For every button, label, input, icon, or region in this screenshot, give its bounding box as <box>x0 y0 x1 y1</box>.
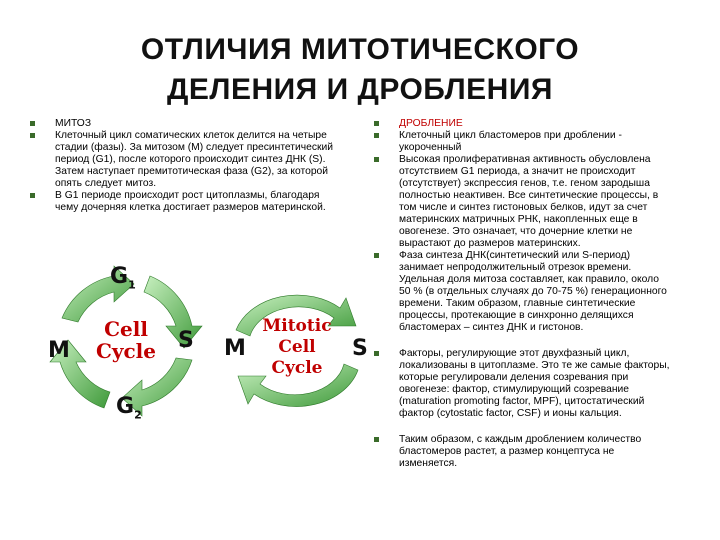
list-item <box>372 154 672 250</box>
cleavage-paragraph: Фаза синтеза ДНК(синтетический или S-период) занимает непродолжительный отрезок времени. Удельная доля митоза составляет, как правило, около 50 % (в отдельных случаях до 70-75 %) генерационного времени. Таким образом, главные синтетические процессы, протекающие в синхронно делящихся бластомерах – синтез ДНК и гистонов. <box>399 250 667 333</box>
cleavage-paragraph: Клеточный цикл бластомеров при дроблении - укороченный <box>399 130 622 153</box>
bullet-icon <box>374 133 379 138</box>
bullet-icon <box>30 121 35 126</box>
list-item <box>372 434 672 470</box>
bullet-icon <box>374 121 379 126</box>
diagram2-center-line3: Cycle <box>271 358 323 378</box>
cell-cycle-diagram <box>42 258 212 428</box>
title-line-2: ДЕЛЕНИЯ И ДРОБЛЕНИЯ <box>167 73 553 106</box>
list-item <box>372 118 672 130</box>
cleavage-paragraph: Факторы, регулирующие этот двухфазный цикл, локализованы в цитоплазме. Это те же самые факторы, которые регулировали деления созревания при овогенезе: фактор, стимулирующий созревание (maturation promoting factor, MPF), цитостатический фактор (cytostatic factor, CSF) и ионы кальция. <box>399 348 670 419</box>
mitosis-column <box>28 118 338 214</box>
title-line-1: ОТЛИЧИЯ МИТОТИЧЕСКОГО <box>140 33 580 66</box>
cleavage-paragraph: Высокая пролиферативная активность обусловлена отсутствием G1 периода, а значит не происходит (отсутствует) экспрессия генов, т.е. геном зародыша полностью неактивен. Все синтетические процессы, в том числе и синтез гистоновых белков, идут за счет материнских матричных РНК, накопленных еще в овогенезе. Это означает, что дочерние клетки не вырастают до размеров материнских. <box>399 154 659 249</box>
diagram1-center-line2: Cycle <box>95 339 157 363</box>
mitosis-heading: МИТОЗ <box>55 118 92 129</box>
mitotic-cycle-diagram <box>222 290 372 410</box>
bullet-icon <box>374 253 379 258</box>
diagram1-center <box>86 318 166 362</box>
label-g2: $G_2$ <box>116 394 142 422</box>
label-m: M <box>48 338 70 363</box>
label-s-2: S <box>352 336 368 361</box>
list-item <box>372 348 672 420</box>
label-m-2: M <box>224 336 246 361</box>
list-item <box>372 130 672 154</box>
cleavage-column <box>372 118 672 470</box>
bullet-icon <box>374 437 379 442</box>
list-item <box>372 250 672 334</box>
label-s: S <box>178 328 194 353</box>
bullet-icon <box>30 193 35 198</box>
label-g1: $G_1$ <box>110 264 136 292</box>
diagram1-center-line1: Cell <box>104 317 148 341</box>
diagram2-center-line1: Mitotic <box>262 316 332 336</box>
list-item <box>28 130 338 190</box>
list-item <box>28 190 338 214</box>
bullet-icon <box>30 133 35 138</box>
cleavage-heading: ДРОБЛЕНИЕ <box>399 118 463 129</box>
bullet-icon <box>374 351 379 356</box>
diagram2-center <box>252 316 342 379</box>
diagram2-center-line2: Cell <box>278 337 316 357</box>
bullet-icon <box>374 157 379 162</box>
mitosis-paragraph: Клеточный цикл соматических клеток делится на четыре стадии (фазы). За митозом (М) следует пресинтетический период (G1), после которого происходит синтез ДНК (S). Затем наступает премитотическая фаза (G2), за которой опять следует митоз. <box>55 130 334 189</box>
list-item <box>28 118 338 130</box>
page-title <box>90 30 630 110</box>
mitosis-paragraph: В G1 периоде происходит рост цитоплазмы, благодаря чему дочерняя клетка достигает размеров материнской. <box>55 190 326 213</box>
cleavage-paragraph: Таким образом, с каждым дроблением количество бластомеров растет, а размер концептуса не изменяется. <box>399 434 642 469</box>
